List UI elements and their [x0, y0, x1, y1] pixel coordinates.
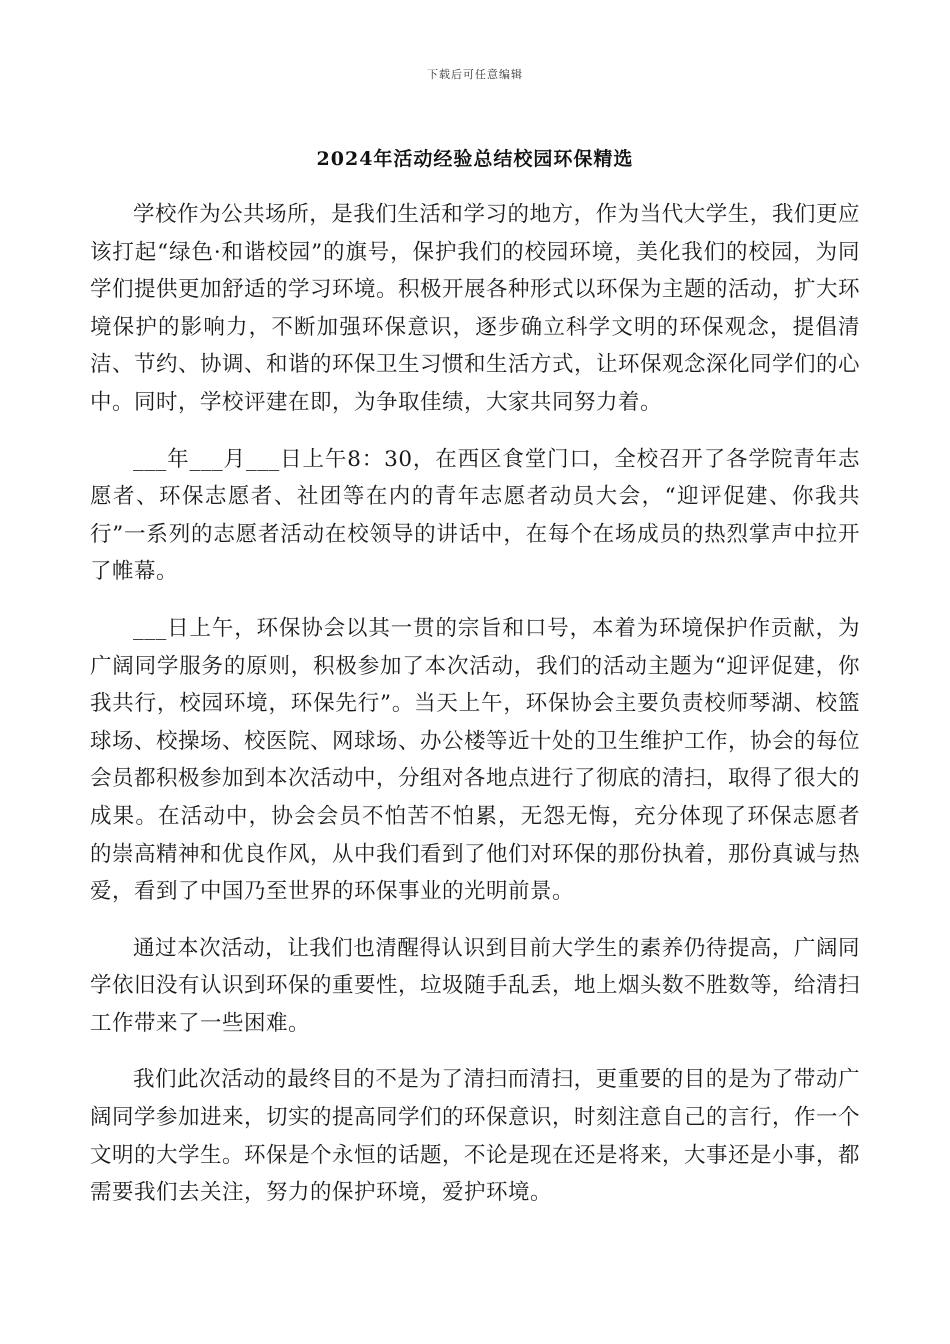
document-body [90, 196, 860, 1231]
paragraph-mobilization-meeting: ___年___月___日上午8：30，在西区食堂门口，全校召开了各学院青年志愿者、环保志愿者、社团等在内的青年志愿者动员大会，“迎评促建、你我共行”一系列的志愿者活动在校领导的讲话中，在每个在场成员的热烈掌声中拉开了帷幕。 [90, 446, 860, 585]
paragraph-activity-details: ___日上午，环保协会以其一贯的宗旨和口号，本着为环境保护作贡献，为广阔同学服务的原则，积极参加了本次活动，我们的活动主题为“迎评促建，你我共行，校园环境，环保先行”。当天上午，环保协会主要负责校师琴湖、校篮球场、校操场、校医院、网球场、办公楼等近十处的卫生维护工作，协会的每位会员都积极参加到本次活动中，分组对各地点进行了彻底的清扫，取得了很大的成果。在活动中，协会会员不怕苦不怕累，无怨无悔，充分体现了环保志愿者 的崇高精神和优良作风，从中我们看到了他们对环保的那份执着，那份真诚与热爱，看到了中国乃至世界的环保事业的光明前景。 [90, 615, 861, 905]
header-note: 下载后可任意编辑 [427, 68, 523, 81]
paragraph-conclusion: 我们此次活动的最终目的不是为了清扫而清扫，更重要的目的是为了带动广阔同学参加进来，切实的提高同学们的环保意识，时刻注意自己的言行，作一个文明的大学生。环保是个永恒的话题，不论是现在还是将来，大事还是小事，都需要我们去关注，努力的保护环境，爱护环境。 [90, 1067, 861, 1206]
document-title: 2024年活动经验总结校园环保精选 [316, 148, 634, 170]
paragraph-intro: 学校作为公共场所，是我们生活和学习的地方，作为当代大学生，我们更应该打起“绿色·和谐校园”的旗号，保护我们的校园环境，美化我们的校园，为同学们提供更加舒适的学习环境。积极开展各种形式以环保为主题的活动，扩大环境保护的影响力，不断加强环保意识，逐步确立科学文明的环保观念，提倡清洁、节约、协调、和谐的环保卫生习惯和生活方式，让环保观念深化同学们的心中。同时，学校评建在即，为争取佳绩，大家共同努力着。 [90, 202, 861, 415]
paragraph-reflection: 通过本次活动，让我们也清醒得认识到目前大学生的素养仍待提高，广阔同学依旧没有认识到环保的重要性，垃圾随手乱丢，地上烟头数不胜数等，给清扫工作带来了一些困难。 [90, 935, 861, 1036]
